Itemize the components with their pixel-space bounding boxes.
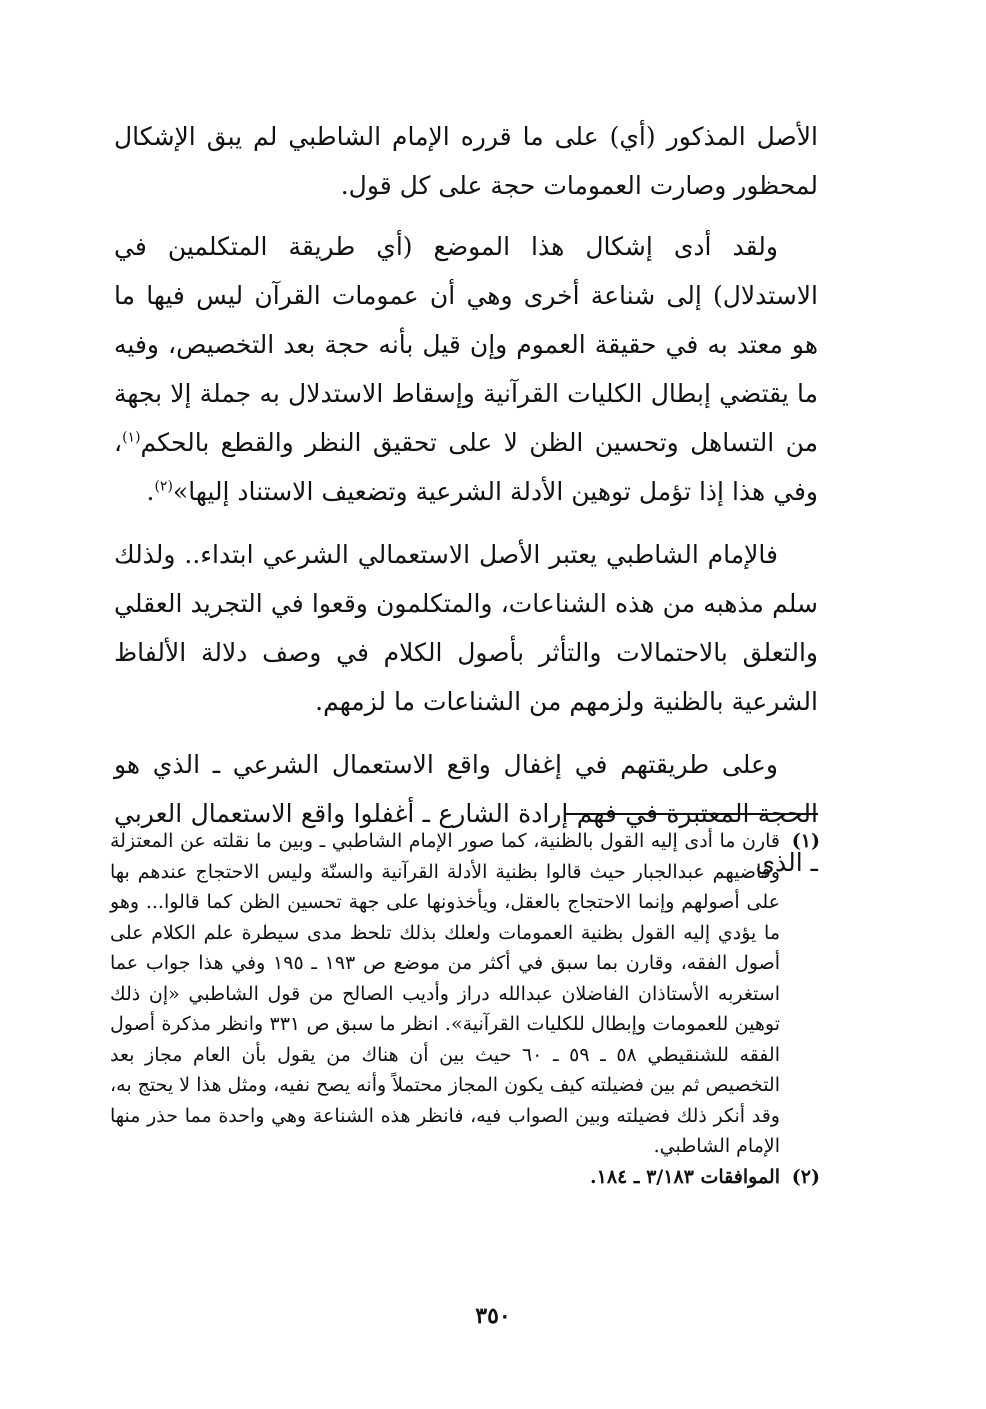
footnotes-block xyxy=(110,826,820,1192)
footnote-2 xyxy=(110,1162,820,1193)
footnote-1 xyxy=(110,826,820,1162)
footnote-ref-1[interactable]: (١) xyxy=(122,429,141,446)
page-number: ٣٥٠ xyxy=(475,1303,511,1329)
paragraph-1-continuation: الأصل المذكور (أي) على ما قرره الإمام الشاطبي لم يبق الإشكال لمحظور وصارت العمومات حجة على كل قول. xyxy=(114,122,818,200)
paragraph-2 xyxy=(114,222,818,516)
footnote-2-text: الموافقات ٣/١٨٣ ـ ١٨٤. xyxy=(590,1165,780,1188)
paragraph-2-text-end: . xyxy=(146,477,155,506)
paragraph-2-text: ولقد أدى إشكال هذا الموضع (أي طريقة المتكلمين في الاستدلال) إلى شناعة أخرى وهي أن عمومات القرآن ليس فيها ما هو معتد به في حقيقة العموم وإن قيل بأنه حجة بعد التخصيص، وفيه ما يقتضي إبطال الكليات القرآنية وإسقاط الاستدلال به جملة إلا بجهة من التساهل وتحسين الظن لا على تحقيق النظر والقطع بالحكم xyxy=(114,232,818,457)
footnote-2-number: (٢) xyxy=(791,1165,820,1188)
main-text-block xyxy=(114,112,818,901)
footnote-1-text: قارن ما أدى إليه القول بالظنية، كما صور الإمام الشاطبي ـ وبين ما نقلته عن المعتزلة وقاضيهم عبدالجبار حيث قالوا بظنية الأدلة القرآنية والسنّة وليس الاحتجاج عندهم بها على أصولهم وإنما الاحتجاج بالعقل، ويأخذونها على جهة تحسين الظن كما قالوا... وهو ما يؤدي إليه القول بظنية العمومات ولعلك بذلك تلحظ مدى سيطرة علم الكلام على أصول الفقه، وقارن بما سبق في أكثر من موضع ص ١٩٣ ـ ١٩٥ وفي هذا جواب عما استغربه الأستاذان الفاضلان عبدالله دراز وأديب الصالح من قول الشاطبي «إن ذلك توهين للعمومات وإبطال للكليات القرآنية». انظر ما سبق ص ٣٣١ وانظر مذكرة أصول الفقه للشنقيطي ٥٨ ـ ٥٩ ـ ٦٠ حيث بين أن هناك من يقول بأن العام مجاز بعد التخصيص ثم بين فضيلته كيف يكون المجاز محتملاً وأنه يصح نفيه، ومثل هذا لا يحتج به، وقد أنكر ذلك فضيلته وبين الصواب فيه، فانظر هذه الشناعة وهي واحدة مما حذر منها الإمام الشاطبي. xyxy=(110,830,780,1157)
paragraph-2-text-mid: ، وفي هذا إذا تؤمل توهين الأدلة الشرعية وتضعيف الاستناد إليها» xyxy=(114,428,818,506)
paragraph-4: وعلى طريقتهم في إغفال واقع الاستعمال الشرعي ـ الذي هو الحجة المعتبرة في فهم إرادة الشارع ـ أغفلوا واقع الاستعمال العربي ـ الذي xyxy=(114,750,818,877)
footnote-ref-2[interactable]: (٢) xyxy=(154,478,173,495)
footnote-separator xyxy=(566,813,818,815)
paragraph-3: فالإمام الشاطبي يعتبر الأصل الاستعمالي الشرعي ابتداء.. ولذلك سلم مذهبه من هذه الشناعات، والمتكلمون وقعوا في التجريد العقلي والتعلق بالاحتمالات والتأثر بأصول الكلام في وصف دلالة الألفاظ الشرعية بالظنية ولزمهم من الشناعات ما لزمهم. xyxy=(114,540,818,716)
footnote-1-number: (١) xyxy=(791,830,820,852)
